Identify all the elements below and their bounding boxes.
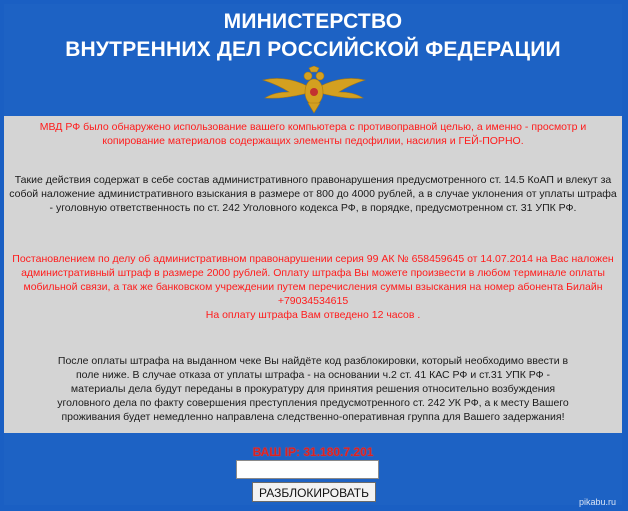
fine-text: Постановлением по делу об административном правонарушении серия 99 АК № 658459645 от 14.07.2014 на Вас наложен административный штраф в размере 2000 рублей. Оплату штрафа Вы можете произвести в любом терминале оплаты мобильной связи, а так же банковском учреждении путем перечисления суммы взыскания на номер абонента Билайн +79034534615 [12,253,614,307]
unlock-code-input[interactable] [236,460,379,479]
ransomware-window [4,4,622,505]
warning-paragraph: МВД РФ было обнаружено использование вашего компьютера с противоправной целью, а именно - просмотр и копирование материалов содержащих элементы педофилии, насилия и ГЕЙ-ПОРНО. [39,121,587,147]
unlock-button[interactable]: РАЗБЛОКИРОВАТЬ [252,482,376,502]
double-headed-eagle-emblem-icon [259,66,369,114]
title-line-2: ВНУТРЕННИХ ДЕЛ РОССИЙСКОЙ ФЕДЕРАЦИИ [65,38,561,61]
ip-address-label: ВАШ IP: 31.180.7.201 [252,445,374,459]
header [4,4,622,116]
unlock-instructions [8,354,618,424]
deadline-text: На оплату штрафа Вам отведено 12 часов . [205,309,421,321]
unlock-instruction-line: материалы дела будут переданы в прокуратуру для принятия решения относительно возбуждения [70,383,556,395]
emblem-shield [310,88,318,96]
pikabu-watermark: pikabu.ru [578,497,616,507]
unlock-form [4,433,622,505]
unlock-instruction-line: После оплаты штрафа на выданном чеке Вы найдёте код разблокировки, который необходимо ввести в [57,355,569,367]
unlock-instruction-line: проживания будет немедленно направлена следственно-оперативная группа для Вашего задержания! [61,411,565,423]
unlock-instruction-line: уголовного дела по факту совершения преступления предусмотренного ст. 242 УК РФ, а к месту Вашего [57,397,569,409]
unlock-instruction-line: поле ниже. В случае отказа от уплаты штрафа - на основании ч.2 ст. 41 КАС РФ и ст.31 УПК РФ - [75,369,551,381]
notice-panel [4,116,622,433]
fine-paragraph [8,252,618,322]
title-line-1: МИНИСТЕРСТВО [223,10,403,33]
legal-paragraph: Такие действия содержат в себе состав административного правонарушения предусмотренного ст. 14.5 КоАП и влекут за собой наложение административного взыскания в размере от 800 до 4000 рублей, а в случае уклонения от уплаты штрафа - уголовную ответственность по ст. 242 Уголовного кодекса РФ, в порядке, предусмотренном ст. 31 УПК РФ. [9,174,617,214]
